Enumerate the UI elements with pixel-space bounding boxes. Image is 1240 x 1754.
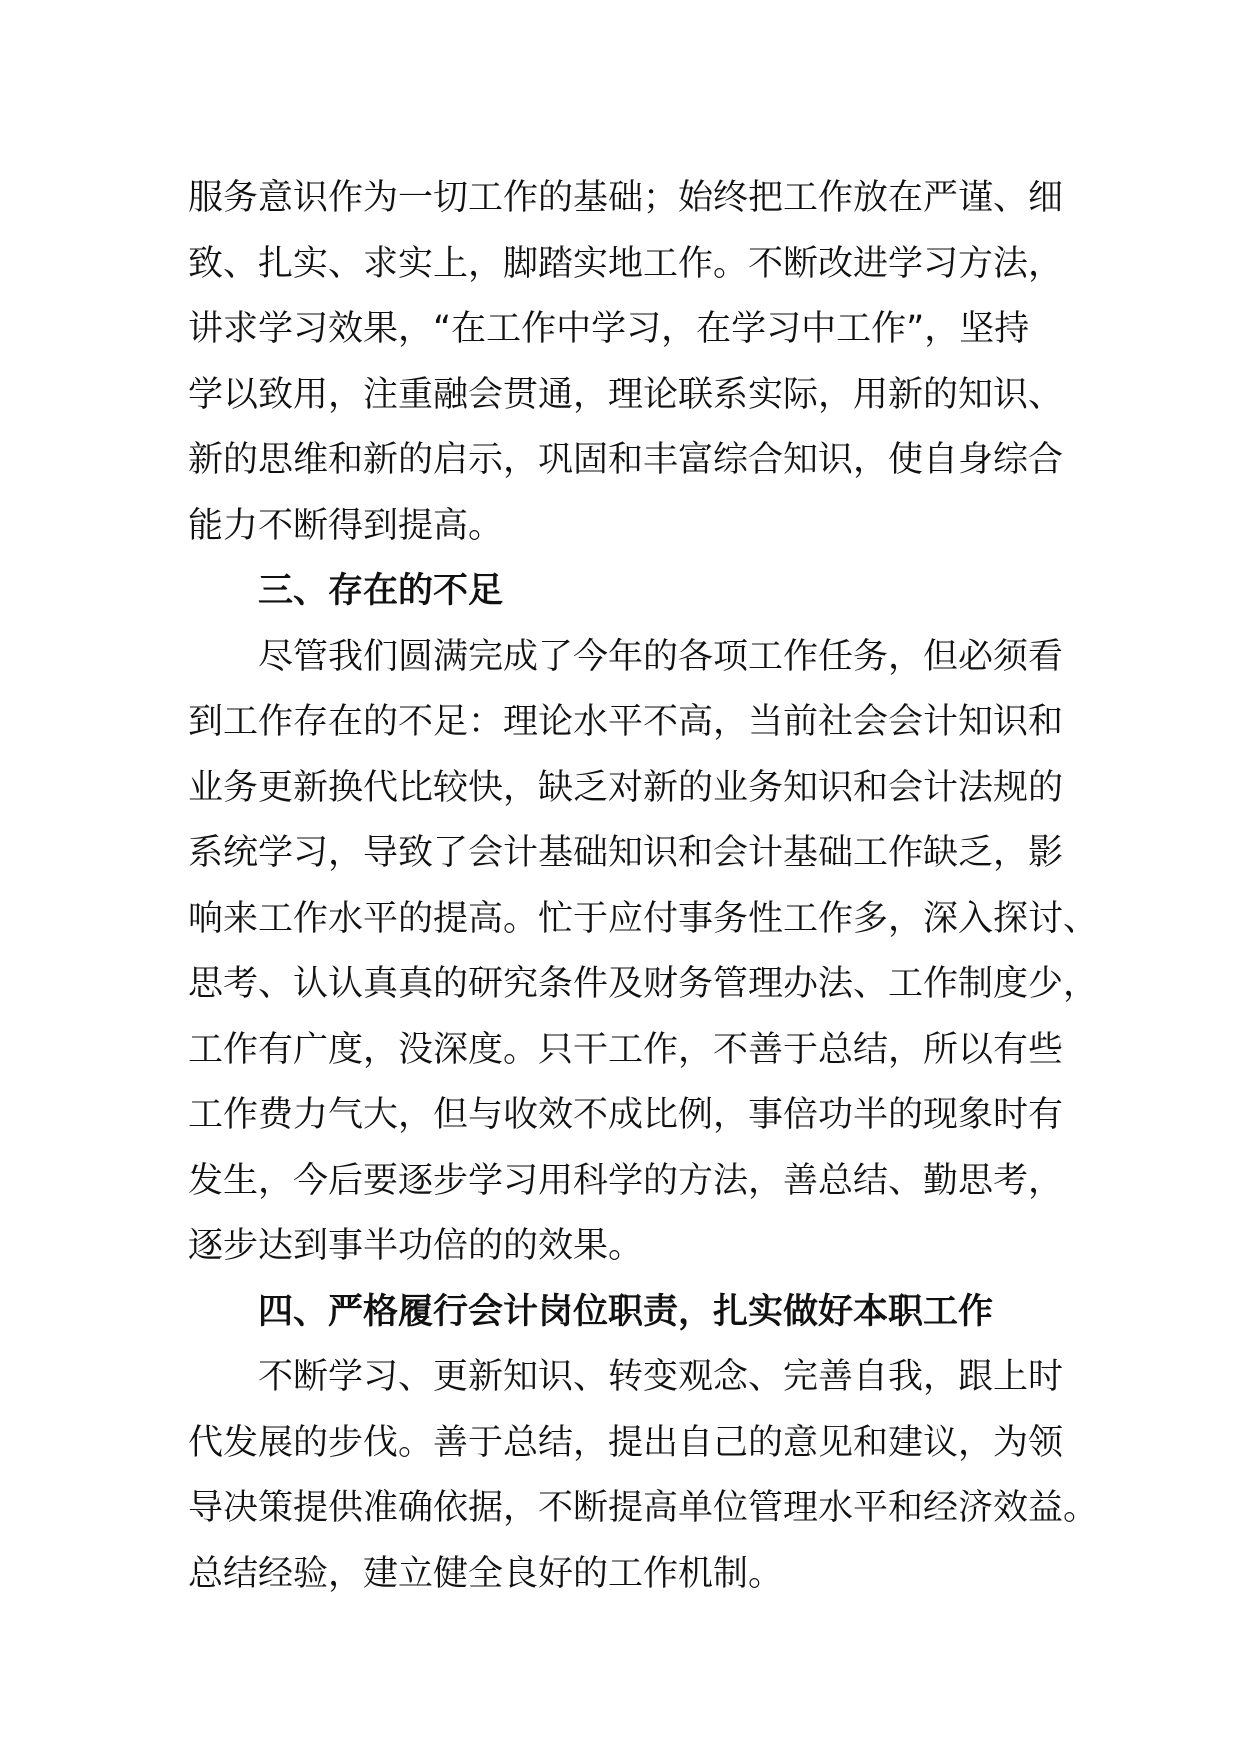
text-line: 总结经验，建立健全良好的工作机制。	[188, 1553, 784, 1594]
paragraph-service-awareness	[188, 166, 1068, 559]
text-line: 业务更新换代比较快，缺乏对新的业务知识和会计法规的	[188, 767, 1064, 808]
text-line: 代发展的步伐。善于总结，提出自己的意见和建议，为领	[188, 1422, 1064, 1463]
text-line: 能力不断得到提高。	[188, 505, 504, 546]
text-line: 工作有广度，没深度。只干工作，不善于总结，所以有些	[188, 1029, 1064, 1070]
paragraph-duties	[188, 1345, 1099, 1607]
section-heading-duties: 四、严格履行会计岗位职责，扎实做好本职工作	[258, 1291, 994, 1332]
text-line: 系统学习，导致了会计基础知识和会计基础工作缺乏，影	[188, 833, 1064, 873]
text-line: 逐步达到事半功倍的的效果。	[188, 1226, 644, 1266]
text-line: 致、扎实、求实上，脚踏实地工作。不断改进学习方法，	[188, 243, 1064, 284]
text-line: 导决策提供准确依据，不断提高单位管理水平和经济效益。	[188, 1488, 1099, 1528]
text-line: 学以致用，注重融会贯通，理论联系实际，用新的知识、	[188, 374, 1064, 415]
text-line: 尽管我们圆满完成了今年的各项工作任务，但必须看	[258, 636, 1064, 677]
text-line: 新的思维和新的启示，巩固和丰富综合知识，使自身综合	[188, 440, 1064, 480]
text-line: 服务意识作为一切工作的基础；始终把工作放在严谨、细	[188, 178, 1064, 218]
text-line: 思考、认认真真的研究条件及财务管理办法、工作制度少，	[188, 964, 1099, 1004]
text-line: 发生，今后要逐步学习用科学的方法，善总结、勤思考，	[188, 1160, 1064, 1201]
text-line: 到工作存在的不足：理论水平不高，当前社会会计知识和	[188, 702, 1064, 742]
paragraph-shortcomings	[188, 625, 1099, 1280]
section-heading-shortcomings: 三、存在的不足	[258, 571, 504, 611]
text-line: 不断学习、更新知识、转变观念、完善自我，跟上时	[258, 1357, 1064, 1397]
text-line: 讲求学习效果，“在工作中学习，在学习中工作”，坚持	[188, 309, 1030, 349]
text-line: 响来工作水平的提高。忙于应付事务性工作多，深入探讨、	[188, 898, 1099, 939]
text-line: 工作费力气大，但与收效不成比例，事倍功半的现象时有	[188, 1095, 1064, 1135]
document-body	[188, 166, 1099, 1607]
